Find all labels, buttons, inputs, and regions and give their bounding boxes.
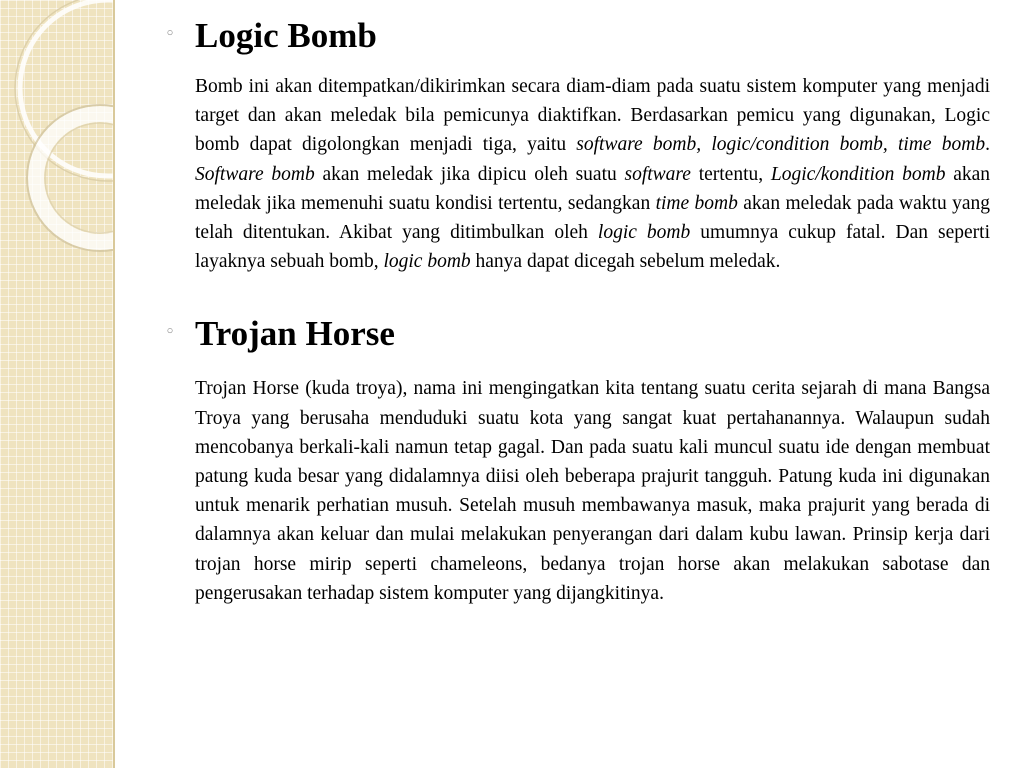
section-trojan-horse [165,312,990,608]
decorative-sidebar [0,0,113,768]
slide-content [165,14,990,608]
italic-text-run: Software bomb [195,163,315,185]
section-logic-bomb [165,14,990,276]
text-run: Trojan Horse (kuda troya), nama ini mengingatkan kita tentang suatu cerita sejarah di mana Bangsa Troya yang berusaha menduduki suatu kota yang sangat kuat pertahanannya. Walaupun sudah mencobanya berkali-kali namun tetap gagal. Dan pada suatu kali muncul suatu ide dengan membuat patung kuda besar yang didalamnya diisi oleh beberapa prajurit tangguh. Patung kuda ini digunakan untuk menarik perhatian musuh. Setelah musuh membawanya masuk, maka prajurit yang berada di dalamnya akan keluar dan mulai melakukan penyerangan dari dalam kubu lawan. Prinsip kerja dari trojan horse mirip seperti chameleons, bedanya trojan horse akan melakukan sabotase dan pengerusakan terhadap sistem komputer yang dijangkitinya. [195,378,990,604]
section-paragraph [195,72,990,276]
italic-text-run: time bomb [655,192,738,214]
section-heading: Logic Bomb [195,16,377,55]
text-run: akan meledak jika memenuhi suatu kondisi tertentu, sedangkan [195,163,991,214]
bullet-icon: ◦ [165,24,176,44]
text-run: akan meledak jika dipicu oleh suatu [314,163,625,185]
text-run: hanya dapat dicegah sebelum meledak. [470,251,781,273]
italic-text-run: Logic/kondition bomb [770,163,946,185]
italic-text-run: logic bomb [383,251,471,273]
text-run: umumnya cukup fatal. Dan seperti layaknya sebuah bomb, [195,222,990,273]
text-run: . [985,134,990,156]
text-run: akan meledak pada waktu yang telah ditentukan. Akibat yang ditimbulkan oleh [195,192,990,244]
italic-text-run: logic bomb [597,222,691,244]
section-heading: Trojan Horse [195,314,395,354]
sidebar-divider [113,0,115,768]
italic-text-run: software [624,163,691,185]
italic-text-run: software bomb, logic/condition bomb, time bomb [576,134,986,156]
section-paragraph [195,374,990,608]
text-run: Bomb ini akan ditempatkan/dikirimkan secara diam-diam pada suatu sistem komputer yang menjadi target dan akan meledak bila pemicunya diaktifkan. Berdasarkan pemicu yang digunakan, Logic bomb dapat digolongkan menjadi tiga, yaitu [195,76,990,156]
sidebar-ring-decoration [0,0,113,768]
bullet-icon: ◦ [165,322,176,343]
text-run: tertentu, [690,163,771,185]
